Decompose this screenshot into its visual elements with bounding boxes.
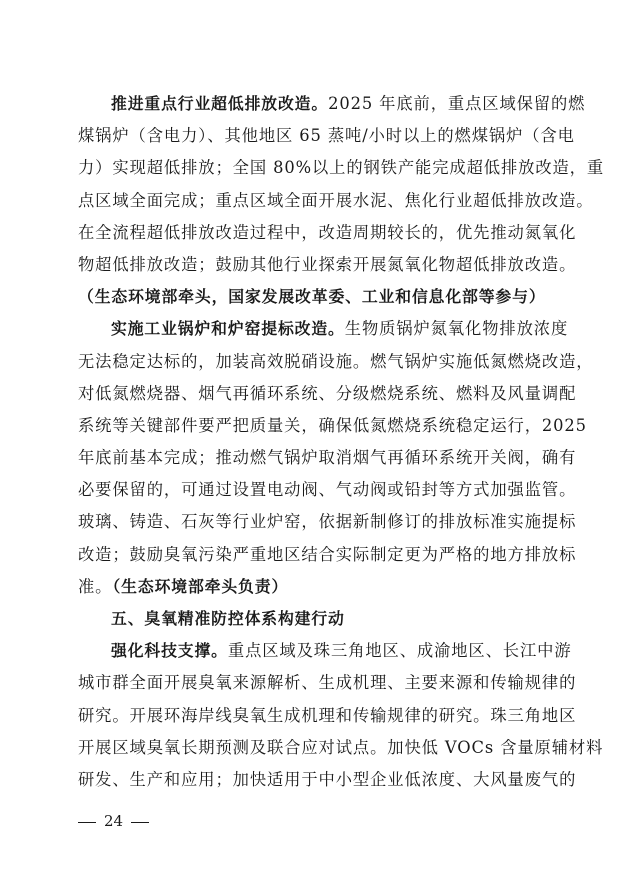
paragraph-line: 研究。开展环海岸线臭氧生成机理和传输规律的研究。珠三角地区 — [78, 705, 577, 725]
paragraph-line: 煤锅炉（含电力）、其他地区 65 蒸吨/小时以上的燃煤锅炉（含电 — [78, 126, 575, 146]
paragraph-line: 物超低排放改造；鼓励其他行业探索开展氮氧化物超低排放改造。 — [78, 254, 577, 274]
paragraph-line: 年底前基本完成；推动燃气锅炉取消烟气再循环系统开关阀，确有 — [78, 448, 577, 468]
paragraph-line: 力）实现超低排放；全国 80%以上的钢铁产能完成超低排放改造，重 — [78, 158, 605, 178]
paragraph-line: 玻璃、铸造、石灰等行业炉窑，依据新制修订的排放标准实施提标 — [78, 512, 577, 532]
paragraph-line — [78, 635, 572, 667]
paragraph-line: 对低氮燃烧器、烟气再循环系统、分级燃烧系统、燃料及风量调配 — [78, 383, 577, 403]
page-number: 24 — [104, 812, 124, 830]
page-footer — [70, 812, 157, 830]
paragraph-line: 在全流程超低排放改造过程中，改造周期较长的，优先推动氮氧化 — [78, 222, 577, 242]
paragraph-text: 2025 年底前，重点区域保留的燃 — [328, 94, 586, 113]
paragraph-text: 重点区域及珠三角地区、成渝地区、长江中游 — [227, 641, 572, 661]
responsibility-note: （生态环境部牵头，国家发展改革委、工业和信息化部等参与） — [78, 287, 546, 307]
paragraph-lead-bold: 推进重点行业超低排放改造。 — [111, 94, 329, 113]
footer-dash-right — [131, 822, 149, 823]
paragraph-line: 改造；鼓励臭氧污染严重地区结合实际制定更为严格的地方排放标 — [78, 544, 577, 564]
paragraph-lead-bold: 强化科技支撑。 — [111, 641, 228, 661]
paragraph-line: 点区域全面完成；重点区域全面开展水泥、焦化行业超低排放改造。 — [78, 190, 594, 210]
paragraph-lead-bold: 实施工业锅炉和炉窑提标改造。 — [111, 319, 345, 339]
paragraph-line: 系统等关键部件要严把质量关，确保低氮燃烧系统稳定运行，2025 — [78, 415, 587, 435]
section-heading: 五、臭氧精准防控体系构建行动 — [111, 609, 345, 628]
paragraph-text: 生物质锅炉氮氧化物排放浓度 — [344, 319, 569, 339]
footer-dash-left — [78, 822, 96, 823]
paragraph-line: 无法稳定达标的，加装高效脱硝设施。燃气锅炉实施低氮燃烧改造， — [78, 351, 594, 371]
paragraph-line: 开展区域臭氧长期预测及联合应对试点。加快低 VOCs 含量原辅材料 — [78, 737, 604, 757]
paragraph-line — [78, 571, 548, 603]
paragraph-line — [78, 88, 586, 120]
paragraph-line: 必要保留的，可通过设置电动阀、气动阀或铅封等方式加强监管。 — [78, 480, 577, 500]
paragraph-line — [78, 313, 569, 345]
responsibility-note: （生态环境部牵头负责） — [112, 576, 289, 596]
paragraph-line: 城市群全面开展臭氧来源解析、生成机理、主要来源和传输规律的 — [78, 673, 577, 693]
paragraph-text: 准。 — [78, 576, 113, 596]
body-text — [78, 88, 605, 796]
paragraph-line: 研发、生产和应用；加快适用于中小型企业低浓度、大风量废气的 — [78, 769, 577, 789]
